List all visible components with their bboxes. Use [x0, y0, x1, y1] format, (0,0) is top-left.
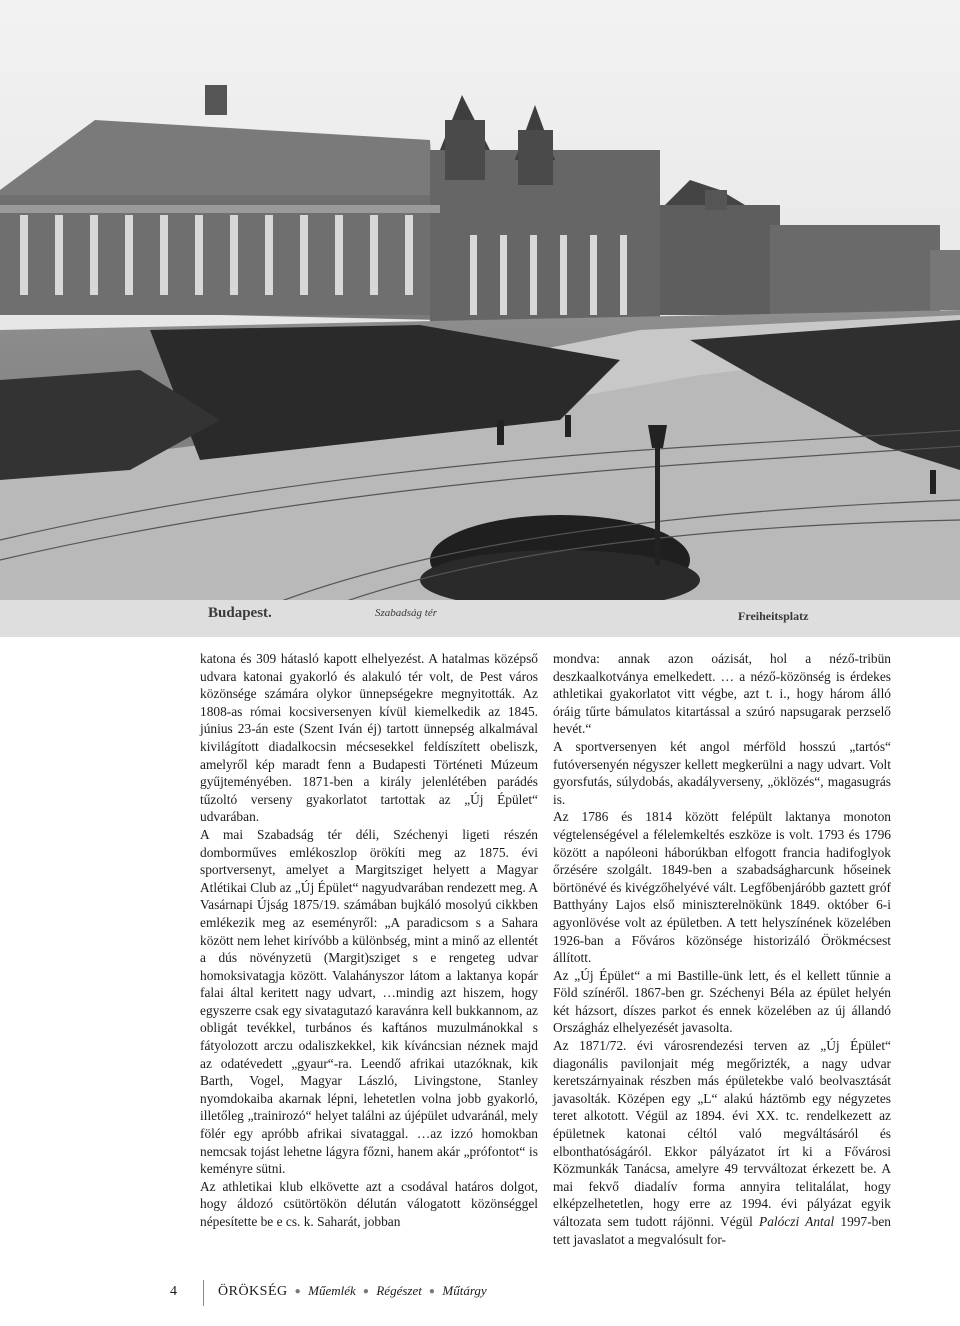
footer-divider: [203, 1280, 204, 1306]
bullet-icon: ●: [294, 1286, 302, 1297]
section-name: Műemlék: [308, 1283, 356, 1298]
section-name: Régészet: [376, 1283, 422, 1298]
paragraph: A sportversenyen két angol mérföld hosszú „tartós“ futóversenyén négyszer kellett megkerülni a nagy udvart. Volt gyorsfutás, súlydobás, akadályverseny, „öklözés“, magasugrás is.: [553, 738, 891, 807]
paragraph: Az athletikai klub elkövette azt a csodával határos dolgot, hogy áldozó csütörtökön délután válogatott közönséggel népesítette be e cs. k. Saharát, jobban: [200, 1178, 538, 1229]
paragraph: [553, 1037, 891, 1248]
magazine-title: ÖRÖKSÉG: [218, 1284, 288, 1299]
caption-square-hungarian: Szabadság tér: [375, 607, 438, 619]
paragraph: Az 1786 és 1814 között felépült laktanya monoton végtelenségével a félelemkeltés eszköze is volt. 1793 és 1796 között a napóleoni háborúkban elfogott francia hadifoglyok őrzésére szolgált. 1849-ben a szabadságharcunk hőseinek börtönévé és kivégzőhelyévé vált. Legfőbenjáróbb gaztett gróf Batthyány Lajos első miniszterelnökünk 1849. október 6-i agyonlövése volt az épületben. A tett helyszínének közelében 1926-ban a Főváros közönsége historizáló Örökmécsest állított.: [553, 809, 891, 966]
historical-photograph: [0, 0, 960, 637]
paragraph-text: Az 1871/72. évi városrendezési terven az „Új Épület“ diagonális pavilonjait még megőrizték, a nagy udvar keretszárnyainak részben más épületekbe való beolvasztását javasolták. Középen egy „L“ alakú háztömb egy négyzetes teret alkotott. Végül az 1894. évi XX. tc. rendelkezett az épületnek katonai céltól való megváltásáról és elbonthatóságáról. Ekkor pályázatot írt ki a Fővárosi Közmunkák Tanácsa, amelyre 49 tervváltozat érkezett be. A mai fekvő diadalív forma annyira telitalálat, hogy elképzelhetetlen, hogy erre az 1994. évi pályázat egyik változata sem tudott rájönni. Végül: [553, 1038, 891, 1229]
text-column-right: [553, 650, 891, 1248]
paragraph: mondva: annak azon oázisát, hol a néző-tribün deszkaalkotványa emelkedett. … a néző-közönség is érdekes athletikai gyakorlatot vitt végbe, azt t. i., hogy három álló óráig tűrte bámulatos kitartással a szúró napsugarak perzselő hevét.“: [553, 651, 891, 737]
caption-square-german: Freiheitsplatz: [738, 609, 809, 623]
paragraph: katona és 309 hátasló kapott elhelyezést. A hatalmas középső udvara katonai gyakorló és alakuló tér volt, de Pest város közönsége számára olykor ünnepségekre megnyitották. Az 1808-as római kocsiversenyen kívül kiemelkedik az 1845. június 23-án este (Szent Iván éj) tartott ünnepség alkalmával kivilágított diadalkocsin mécsesekkel feldíszített obeliszk, amelyről kép maradt fenn a Budapesti Történeti Múzeum gyűjteményében. 1871-ben a király jelenlétében parádés tűzoltó verseny gyakorlatot tartottak az „Új Épület“ udvarában.: [200, 651, 538, 825]
page-number: 4: [170, 1284, 177, 1299]
bullet-icon: ●: [428, 1286, 436, 1297]
paragraph: Az „Új Épület“ a mi Bastille-ünk lett, és el kellett tűnnie a Föld színéről. 1867-ben gr. Széchenyi Béla az épület helyén két házsort, díszes parkot és ennek közelében az új állandó Országház elhelyezését javasolta.: [553, 967, 891, 1036]
caption-city: Budapest.: [208, 605, 272, 621]
paragraph-text: 1997-ben tett javaslatot a megvalósult for-: [553, 1214, 891, 1247]
paragraph: A mai Szabadság tér déli, Széchenyi ligeti részén domborműves emlékoszlop örökíti meg az 1875. évi sportversenyt, amelyet a Margitsziget helyett a Magyar Atlétikai Club az „Új Épület“ nagyudvarában rendezett meg. A Vasárnapi Újság 1875/19. számában bujkáló mosolyú cikkben emlékezik meg az eseményről: „A paradicsom s a Sahara között nem lehet kirívóbb a különbség, mint a minő az ellentét a dús növényzetü (Margit)sziget s e rengeteg udvar homoksivatagja között. Valahányszor látom a laktanya kopár falai által keritett nagy udvart, …mindig azt hiszem, hogy egyszerre csak egy sivatagutazó karavánra kell bukkannom, az obligát tevékkel, turbános és kaftános muzulmánokkal s fátyolozott arczu odaliszkekkel, kik kíváncsian néznek majd az odatévedett „gyaur“-ra. Leendő afrikai utazóknak, kik Barth, Vogel, Magyar László, Livingstone, Stanley nyomdokaiba akarnak lépni, lehetetlen volna jobb gyakorló, illetőleg „trainirozó“ helyet találni az újépület udvaránál, mely fölér egy apróbb afrikai sivataggal. …az izzó homokban nemcsak tojást lehetne lágyra főzni, hanem akár „prófontot“ is keményre sütni.: [200, 826, 538, 1177]
running-title: [218, 1283, 487, 1300]
page-footer: [0, 1278, 960, 1308]
section-name: Műtárgy: [442, 1283, 487, 1298]
person-name: Palóczi Antal: [759, 1214, 835, 1229]
bullet-icon: ●: [362, 1286, 370, 1297]
text-column-left: [200, 650, 538, 1231]
